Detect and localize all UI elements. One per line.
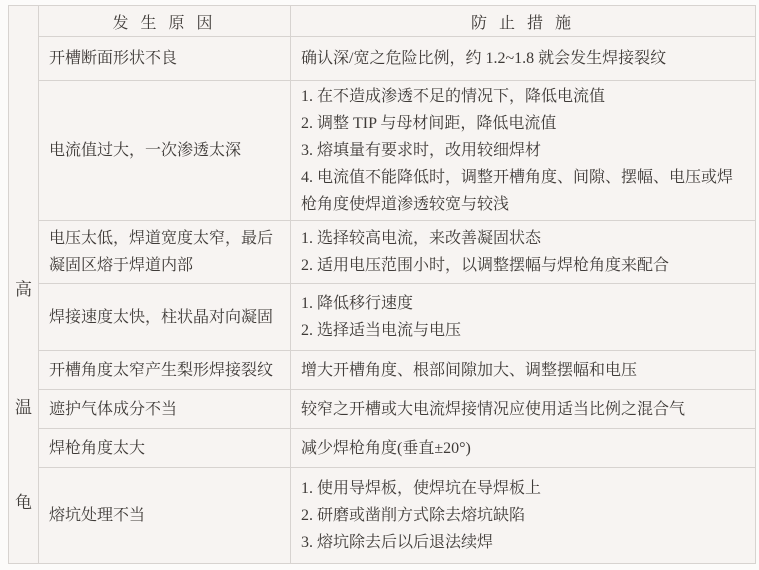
prevention-cell [291, 284, 756, 351]
prevention-cell [291, 390, 756, 429]
cause-cell: 焊接速度太快，柱状晶对向凝固 [39, 284, 291, 351]
table-row [9, 284, 756, 351]
table-row [9, 390, 756, 429]
prevention-cell [291, 351, 756, 390]
cause-cell: 电流值过大，一次渗透太深 [39, 81, 291, 221]
prevention-line: 1. 降低移行速度 [301, 295, 414, 312]
prevention-line: 较窄之开槽或大电流焊接情况应使用适当比例之混合气 [301, 400, 686, 418]
table-row [9, 221, 756, 284]
column-header-cause: 发 生 原 因 [39, 6, 291, 37]
prevention-cell [291, 37, 756, 81]
prevention-cell [291, 468, 756, 564]
prevention-line: 1. 使用导焊板，使焊坑在导焊板上 [301, 480, 542, 497]
cause-cell: 焊枪角度太大 [39, 429, 291, 468]
prevention-line: 2. 调整 TIP 与母材间距，降低电流值 [301, 115, 557, 132]
table-row [9, 468, 756, 564]
defect-group-cell [9, 6, 39, 564]
prevention-line: 3. 熔坑除去后以后退法续焊 [301, 534, 494, 551]
group-label-char-1: 高 [15, 279, 32, 299]
prevention-cell [291, 429, 756, 468]
prevention-line: 2. 适用电压范围小时，以调整摆幅与焊枪角度来配合 [301, 257, 670, 274]
prevention-line: 2. 选择适当电流与电压 [301, 322, 462, 339]
prevention-line: 增大开槽角度、根部间隙加大、调整摆幅和电压 [301, 361, 638, 379]
welding-defect-table [8, 5, 756, 564]
cause-cell: 遮护气体成分不当 [39, 390, 291, 429]
prevention-line: 3. 熔填量有要求时，改用较细焊材 [301, 142, 542, 159]
prevention-cell [291, 221, 756, 284]
column-header-prevention: 防 止 措 施 [291, 6, 756, 37]
cause-cell: 熔坑处理不当 [39, 468, 291, 564]
prevention-line: 2. 研磨或凿削方式除去熔坑缺陷 [301, 507, 526, 524]
group-label-vertical [9, 8, 38, 562]
table-row [9, 351, 756, 390]
prevention-line: 确认深/宽之危险比例，约 1.2~1.8 就会发生焊接裂纹 [301, 50, 667, 67]
prevention-line: 1. 选择较高电流，来改善凝固状态 [301, 230, 542, 247]
group-label-char-2: 温 [15, 397, 32, 417]
table-row [9, 81, 756, 221]
header-row [9, 6, 756, 37]
table-row [9, 429, 756, 468]
prevention-cell [291, 81, 756, 221]
prevention-line: 1. 在不造成渗透不足的情况下，降低电流值 [301, 88, 606, 105]
table-row [9, 37, 756, 81]
cause-cell: 开槽角度太窄产生梨形焊接裂纹 [39, 351, 291, 390]
cause-cell: 开槽断面形状不良 [39, 37, 291, 81]
group-label-char-3: 龟 [15, 492, 32, 512]
cause-cell: 电压太低，焊道宽度太窄，最后凝固区熔于焊道内部 [39, 221, 291, 284]
prevention-line: 减少焊枪角度(垂直±20°) [301, 439, 471, 457]
prevention-line: 4. 电流值不能降低时，调整开槽角度、间隙、摆幅、电压或焊枪角度使焊道渗透较宽与较浅 [301, 169, 734, 213]
